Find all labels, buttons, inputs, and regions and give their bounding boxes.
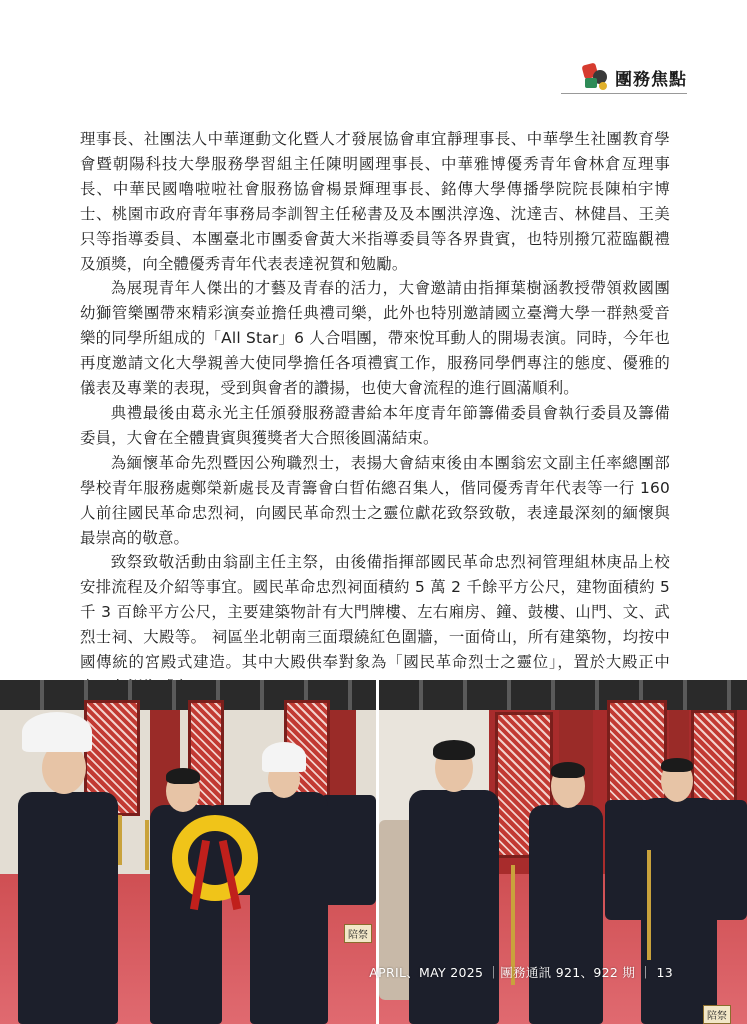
paragraph-5: 致祭致敬活動由翁副主任主祭，由後備指揮部國民革命忠烈祠管理組林庚品上校安排流程及介紹等事宜。國民革命忠烈祠面積約 5 萬 2 千餘平方公尺，建物面積約 5 千 3 百餘平方公尺，主要建築物計有大門牌樓、左右廂房、鐘、鼓樓、山門、文、武烈士祠、大殿等。 祠區坐北朝南三面環繞紅色圍牆，一面倚山，所有建築物，均按中國傳統的宮殿式建造。其中大殿供奉對象為「國民革命烈士之靈位」，置於大殿正中 <box>80 553 670 672</box>
photo-wreath-ceremony <box>0 680 376 1024</box>
paragraph-4: 為緬懷革命先烈暨因公殉職烈士，表揚大會結束後由本團翁宏文副主任率總團部學校青年服務處鄭榮新處長及青籌會白晢佑總召集人，偕同優秀青年代表等一行 160 人前往國民革命忠烈祠，向國民革命烈士之靈位獻花致祭致敬，表達最深刻的緬懷與最崇高的敬意。 <box>80 453 670 547</box>
page-footer: APRIL、MAY 2025 ｜團務通訊 921、922 期 ｜ 13 <box>369 965 673 980</box>
header-divider <box>561 93 687 94</box>
paragraph-3: 典禮最後由葛永光主任頒發服務證書給本年度青年節籌備委員會執行委員及籌備委員，大會在全體貴賓與獲獎者大合照後圓滿結束。 <box>80 403 670 447</box>
paragraph-1: 理事長、社團法人中華運動文化暨人才發展協會車宜靜理事長、中華學生社團教育學會暨朝陽科技大學服務學習組主任陳明國理事長、中華雅博優秀青年會林倉亙理事長、中華民國嚕啦啦社會服務協會楊景輝理事長、銘傳大學傳播學院院長陳柏宇博士、桃園市政府青年事務局李訓智主任秘書及及本團洪淳逸、沈達吉、林健昌、王美只等指導委員、本團臺北市團委會黃大米指導委員等各界貴賓，也特別撥冗蒞臨觀禮及頒獎，向全體優秀青年代表表達祝賀和勉勵。 <box>80 130 670 273</box>
paragraph-2: 為展現青年人傑出的才藝及青春的活力，大會邀請由指揮葉樹涵教授帶領救國團幼獅管樂團帶來精彩演奏並擔任典禮司樂，此外也特別邀請國立臺灣大學一群熱愛音樂的同學所組成的「All Star」6 人合唱團，帶來悅耳動人的開場表演。同時，今年也再度邀請文化大學親善大使同學擔任各項禮賓工作，服務同學們專注的態度、優雅的儀表及專業的表現，受到與會者的讚揚，也使大會流程的進行圓滿順利。 <box>80 279 670 398</box>
magazine-logo-icon <box>581 62 611 92</box>
section-label: 團務焦點 <box>615 69 687 90</box>
photo-sign-left: 陪祭 <box>344 924 372 943</box>
photo-sign-right: 陪祭 <box>703 1005 731 1024</box>
page-header <box>581 62 687 92</box>
article-body <box>80 127 670 700</box>
